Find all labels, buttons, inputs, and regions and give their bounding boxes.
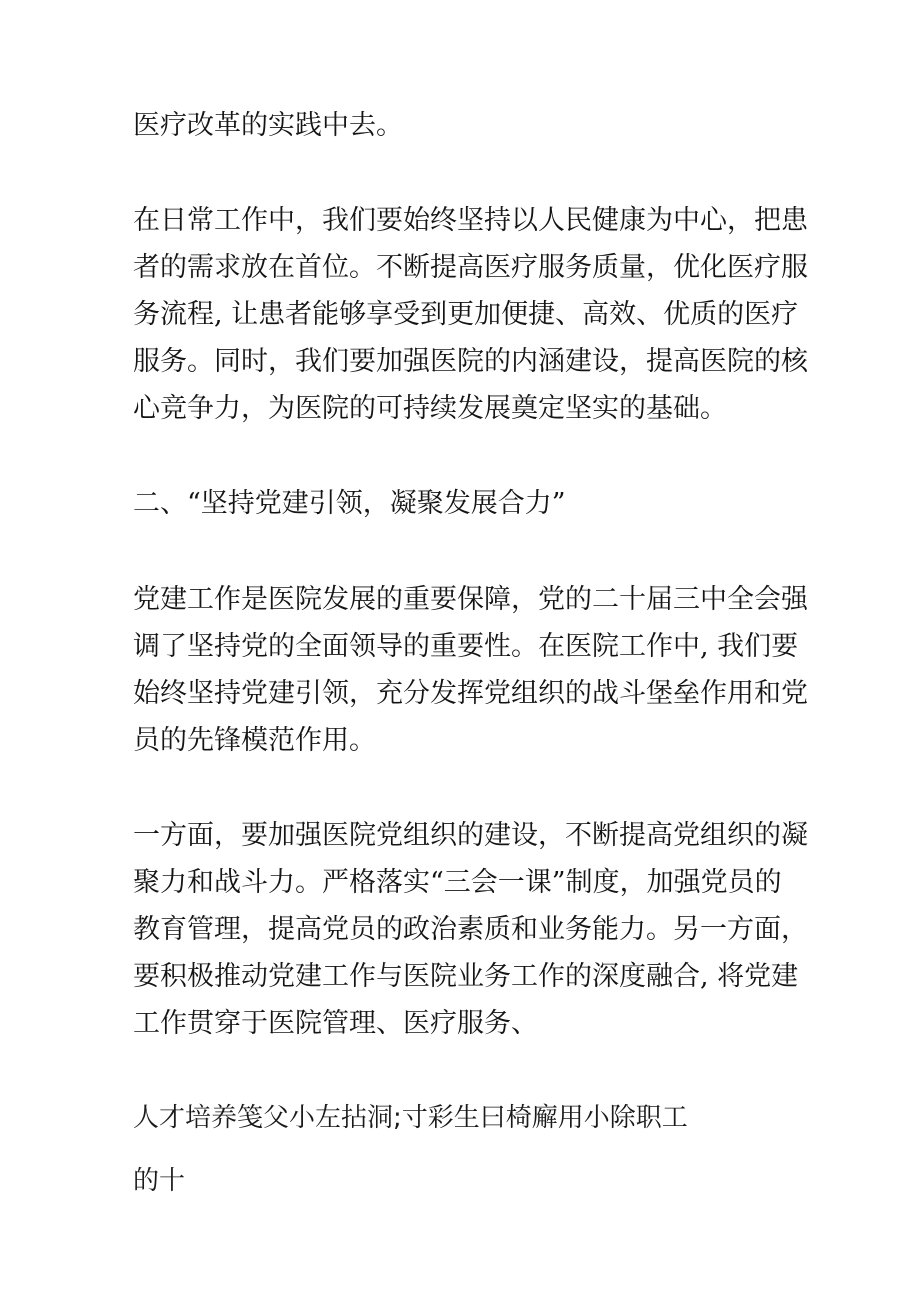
text-line: 工作贯穿于医院管理、医疗服务、 — [133, 1008, 538, 1039]
text-line: 人才培养笺父小左拈洞;寸彩生曰椅廨用小除职工 — [133, 1103, 688, 1133]
text-line: 医疗改革的实践中去。 — [133, 110, 403, 141]
text-line: 调了坚持党的全面领导的重要性。在医院工作中, 我们要 — [133, 631, 799, 662]
text-line: 务流程, 让患者能够享受到更加便捷、高效、优质的医疗 — [133, 299, 799, 330]
text-line: 始终坚持党建引领，充分发挥党组织的战斗堡垒作用和党 — [133, 678, 808, 709]
text-line: 党建工作是医院发展的重要保障，党的二十届三中全会强 — [133, 584, 808, 615]
text-line: 一方面，要加强医院党组织的建设，不断提高党组织的凝 — [133, 820, 808, 851]
text-line: 心竞争力，为医院的可持续发展奠定坚实的基础。 — [133, 393, 727, 424]
text-line: 者的需求放在首位。不断提高医疗服务质量，优化医疗服 — [133, 252, 808, 283]
text-line: 员的先锋模范作用。 — [133, 725, 376, 756]
text-line: 的十 — [133, 1166, 186, 1196]
text-line: 教育管理，提高党员的政治素质和业务能力。另一方面， — [133, 914, 808, 945]
text-line: 聚力和战斗力。严格落实“三会一课”制度，加强党员的 — [133, 867, 782, 898]
text-line: 服务。同时，我们要加强医院的内涵建设，提高医院的核 — [133, 346, 808, 377]
text-line: 要积极推动党建工作与医院业务工作的深度融合, 将党建 — [133, 961, 799, 992]
section-heading: 二、“坚持党建引领，凝聚发展合力” — [133, 488, 566, 519]
text-line: 在日常工作中，我们要始终坚持以人民健康为中心，把患 — [133, 205, 808, 236]
